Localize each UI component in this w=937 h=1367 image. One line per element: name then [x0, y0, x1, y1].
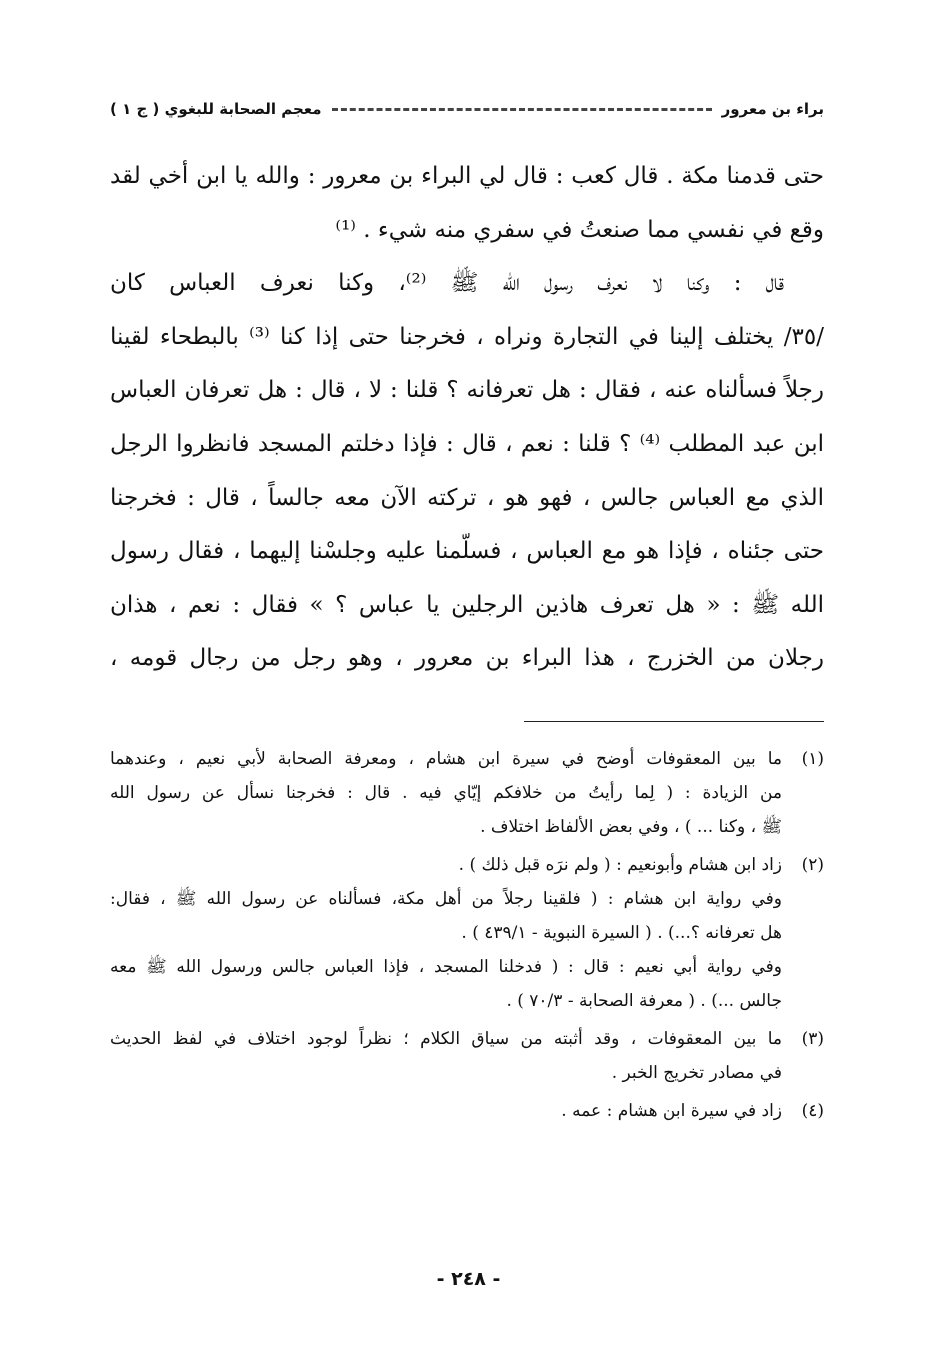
body-line: حتى جئناه ، فإذا هو مع العباس ، فسلّمنا عليه وجلسْنا إليهما ، فقال رسول — [110, 538, 824, 565]
footnotes — [110, 742, 824, 1132]
body-line: حتى قدمنا مكة . قال كعب : قال لي البراء بن معرور : والله يا ابن أخي لقد — [110, 163, 824, 189]
footnote-line: وفي رواية ابن هشام : ( فلقينا رجلاً من أهل مكة، فسألناه عن رسول الله ﷺ ، فقال: — [110, 889, 782, 909]
body-line: /٣٥/ يختلف إلينا في التجارة ونراه ، فخرجنا حتى إذا كنا ⁽³⁾ بالبطحاء لقينا — [110, 323, 824, 350]
footnote-4 — [110, 1094, 824, 1128]
footnote-line: جالس ...) . ( معرفة الصحابة - ٧٠/٣ ) . — [506, 991, 782, 1011]
footnote-1 — [110, 742, 824, 844]
footnote-line: من الزيادة : ( لِما رأيتُ من خلافكم إيّاي فيه . قال : فخرجنا نسأل عن رسول الله — [110, 783, 782, 803]
footnote-line: ما بين المعقوفات أوضح في سيرة ابن هشام ، ومعرفة الصحابة لأبي نعيم ، وعندهما — [110, 749, 782, 769]
footnote-line: هل تعرفانه ؟...) . ( السيرة النبوية - ٤٣٩/١ ) . — [461, 923, 782, 943]
body-line: الذي مع العباس جالس ، فهو هو ، تركته الآن معه جالساً ، قال : فخرجنا — [110, 484, 824, 511]
running-header — [110, 94, 824, 124]
footnote-line: زاد ابن هشام وأبونعيم : ( ولم نرَه قبل ذلك ) . — [458, 855, 782, 875]
body-line: رجلاً فسألناه عنه ، فقال : هل تعرفانه ؟ قلنا : لا ، قال : هل تعرفان العباس — [110, 377, 824, 404]
footnote-line: زاد في سيرة ابن هشام : عمه . — [561, 1101, 782, 1121]
body-line: وقع في نفسي مما صنعتُ في سفري منه شيء . ⁽¹⁾ — [335, 216, 824, 243]
header-entry-name: براء بن معرور — [721, 100, 824, 118]
footnote-number: (٣) — [801, 1029, 824, 1049]
page-number: - ٢٤٨ - — [436, 1268, 501, 1290]
footnote-line: ما بين المعقوفات ، وقد أثبته من سياق الكلام ؛ نظراً لوجود اختلاف في لفظ الحديث — [110, 1029, 782, 1049]
header-book-title: معجم الصحابة للبغوي ( ج ١ ) — [110, 100, 322, 118]
footnote-number: (٤) — [801, 1101, 824, 1121]
body-line: الله ﷺ : « هل تعرف هاذين الرجلين يا عباس ؟ » فقال : نعم ، هذان — [110, 591, 824, 618]
footnote-separator — [524, 721, 824, 722]
body-line: ابن عبد المطلب ⁽⁴⁾ ؟ قلنا : نعم ، قال : فإذا دخلتم المسجد فانظروا الرجل — [110, 430, 824, 457]
footnote-number: (٢) — [801, 855, 824, 875]
footnote-line: في مصادر تخريج الخبر . — [611, 1063, 782, 1083]
footnote-line: ﷺ ، وكنا ... ) ، وفي بعض الألفاظ اختلاف . — [480, 817, 782, 837]
body-line: قال : وكنا لا نعرف رسول الله ﷺ ⁽²⁾، وكنا نعرف العباس كان — [110, 270, 784, 297]
body-line: رجلان من الخزرج ، هذا البراء بن معرور ، وهو رجل من رجال قومه ، — [110, 645, 824, 672]
footnote-line: وفي رواية أبي نعيم : قال : ( فدخلنا المسجد ، فإذا العباس جالس ورسول الله ﷺ معه — [110, 957, 782, 977]
footnote-number: (١) — [801, 749, 824, 769]
header-rule — [332, 108, 712, 111]
body-text — [110, 150, 824, 686]
footnote-3 — [110, 1022, 824, 1090]
footnote-2 — [110, 848, 824, 1018]
